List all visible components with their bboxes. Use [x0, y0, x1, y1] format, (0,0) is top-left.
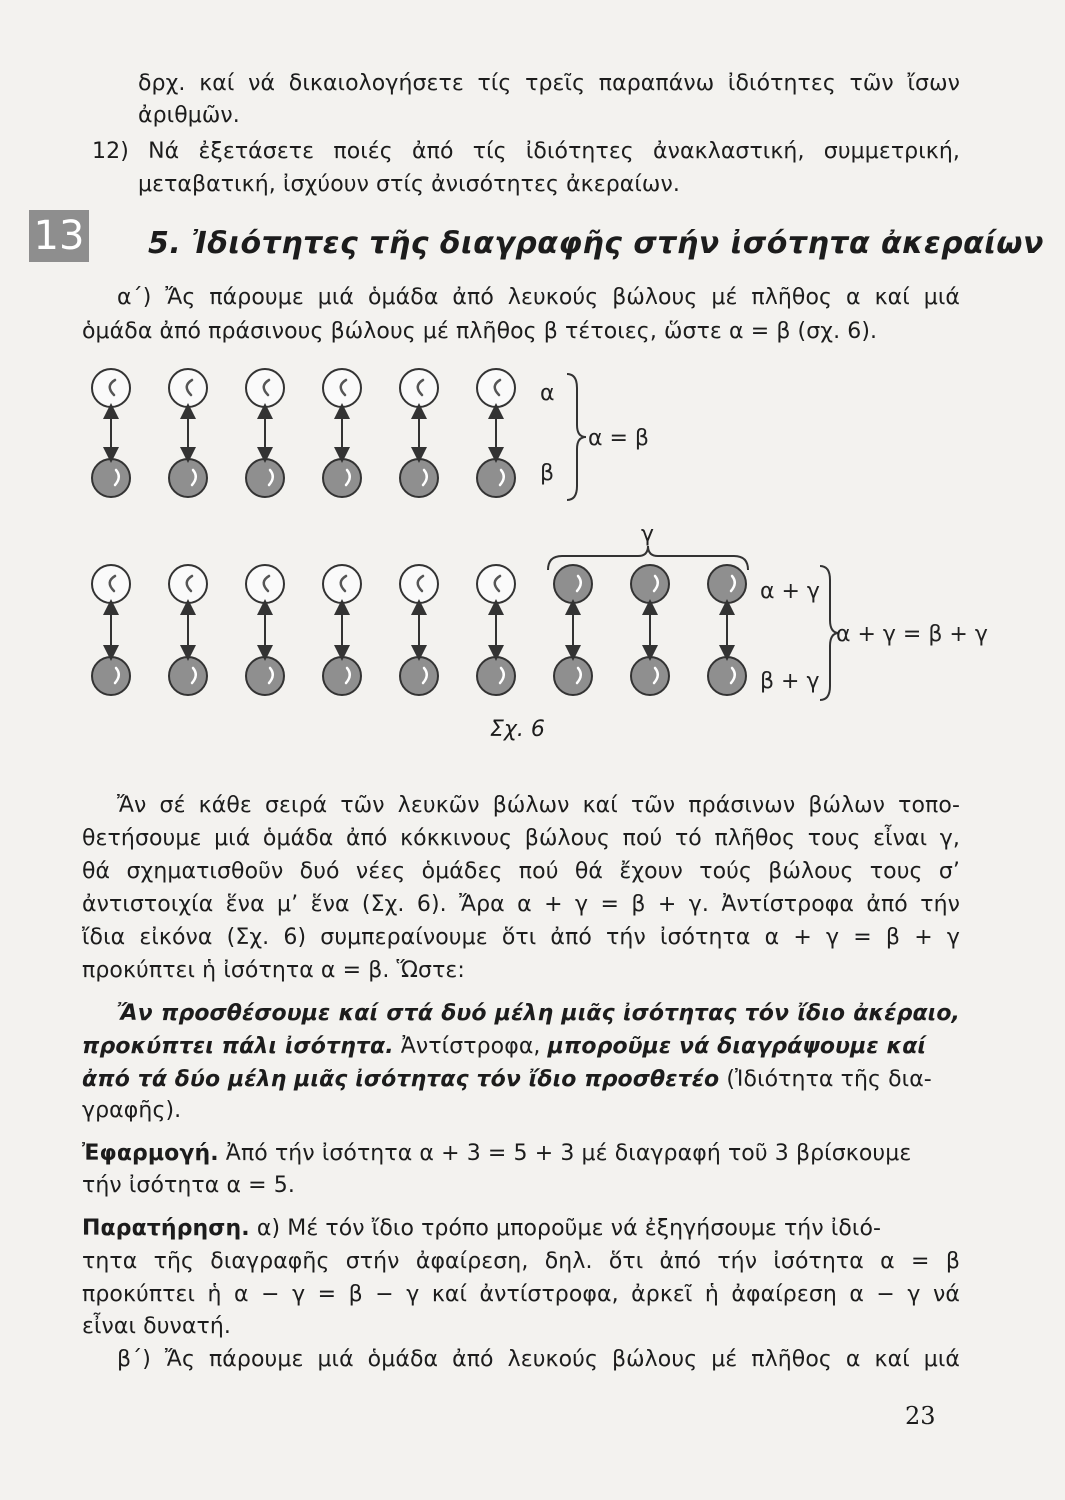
exercise-12-line-1: 12) Νά ἐξετάσετε ποιές ἀπό τίς ἰδιότητες ἀνακλαστική, συμμετρική, [92, 139, 960, 164]
remark-text: α) Μέ τόν ἴδιο τρόπο μποροῦμε νά ἐξηγήσουμε τήν ἰδιό- [249, 1216, 882, 1241]
red-ball-top [631, 565, 669, 603]
green-ball [92, 459, 130, 497]
para-b-line-5: ἴδια εἰκόνα (Σχ. 6) συμπεραίνουμε ὅτι ἀπό τήν ἰσότητα α + γ = β + γ [82, 925, 960, 950]
remark-line-2: τητα τῆς διαγραφῆς στήν ἀφαίρεση, δηλ. ὅτι ἀπό τήν ἰσότητα α = β [82, 1249, 960, 1274]
remark-label: Παρατήρηση. [82, 1216, 250, 1241]
remark-line-1 [82, 1215, 881, 1243]
green-ball [246, 459, 284, 497]
para-a-line-1: α΄) Ἄς πάρουμε μιά ὁμάδα ἀπό λευκούς βώλους μέ πλῆθος α καί μιά [117, 285, 960, 310]
green-ball [169, 459, 207, 497]
para-b-line-4: ἀντιστοιχία ἕνα μ’ ἕνα (Σχ. 6). Ἄρα α + γ = β + γ. Ἀντίστροφα ἀπό τήν [82, 892, 960, 917]
rule-line-3 [82, 1066, 932, 1094]
green-ball [400, 657, 438, 695]
section-title: 5. Ἰδιότητες τῆς διαγραφῆς στήν ἰσότητα ἀκεραίων [148, 226, 1044, 261]
para-b-line-2: θετήσουμε μιά ὁμάδα ἀπό κόκκινους βώλους πού τό πλῆθος τους εἶναι γ, [82, 826, 960, 851]
intro-line-2: ἀριθμῶν. [138, 103, 240, 128]
rule-line-2 [82, 1033, 960, 1061]
label-beta: β [540, 461, 555, 486]
section-badge: 13 [29, 210, 89, 262]
label-alpha-eq-beta: α = β [588, 426, 649, 451]
application-line-2: τήν ἰσότητα α = 5. [82, 1173, 295, 1198]
green-ball [92, 657, 130, 695]
remark-line-4: εἶναι δυνατή. [82, 1314, 232, 1339]
rule-line-4: γραφῆς). [82, 1098, 182, 1123]
rule-line-2-bold: προκύπτει πάλι ἰσότητα. [82, 1034, 394, 1059]
red-ball-bottom [554, 657, 592, 695]
exercise-12-line-2: μεταβατική, ἰσχύουν στίς ἀνισότητες ἀκεραίων. [138, 172, 680, 197]
green-ball [246, 657, 284, 695]
label-gamma: γ [641, 522, 655, 547]
green-ball [477, 459, 515, 497]
intro-line-1: δρχ. καί νά δικαιολογήσετε τίς τρεῖς παραπάνω ἰδιότητες τῶν ἴσων [138, 71, 960, 96]
green-ball [323, 657, 361, 695]
rule-line-3-bold: ἀπό τά δύο μέλη μιᾶς ἰσότητας τόν ἴδιο προσθετέο [82, 1067, 720, 1092]
para-a-line-2: ὁμάδα ἀπό πράσινους βώλους μέ πλῆθος β τέτοιες, ὥστε α = β (σχ. 6). [82, 319, 878, 344]
para-b-line-3: θά σχηματισθοῦν δυό νέες ὁμάδες πού θά ἔχουν τούς βώλους τους σ’ [82, 859, 960, 884]
para-b-line-1: Ἄν σέ κάθε σειρά τῶν λευκῶν βώλων καί τῶν πράσινων βώλων τοπο- [117, 793, 960, 818]
application-text: Ἀπό τήν ἰσότητα α + 3 = 5 + 3 μέ διαγραφή τοῦ 3 βρίσκουμε [218, 1141, 912, 1166]
green-ball [477, 657, 515, 695]
brace-top [567, 374, 586, 500]
rule-line-2-bold2: μποροῦμε νά διαγράψουμε καί [547, 1034, 927, 1059]
para-c-line-1: β΄) Ἄς πάρουμε μιά ὁμάδα ἀπό λευκούς βώλους μέ πλῆθος α καί μιά [117, 1347, 960, 1372]
figure-caption: Σχ. 6 [490, 717, 545, 742]
application-label: Ἐφαρμογή. [82, 1141, 219, 1166]
page-number: 23 [905, 1402, 936, 1430]
label-beta-plus-gamma: β + γ [760, 669, 820, 694]
top-ball-row [92, 369, 515, 497]
red-ball-bottom [631, 657, 669, 695]
red-ball-bottom [708, 657, 746, 695]
label-alpha: α [540, 381, 555, 406]
label-alpha-plus-gamma: α + γ [760, 579, 820, 604]
red-ball-top [708, 565, 746, 603]
rule-line-3-plain: (Ἰδιότητα τῆς δια- [719, 1067, 932, 1092]
green-ball [169, 657, 207, 695]
green-ball [323, 459, 361, 497]
para-b-line-6: προκύπτει ἡ ἰσότητα α = β. Ὥστε: [82, 958, 465, 983]
rule-line-2-plain: Ἀντίστροφα, [393, 1034, 548, 1059]
remark-line-3: προκύπτει ἡ α − γ = β − γ καί ἀντίστροφα, ἀρκεῖ ἡ ἀφαίρεση α − γ νά [82, 1282, 960, 1307]
label-sum-equality: α + γ = β + γ [836, 622, 988, 647]
rule-line-1: Ἄν προσθέσουμε καί στά δυό μέλη μιᾶς ἰσότητας τόν ἴδιο ἀκέραιο, [117, 1001, 960, 1026]
application-line-1 [82, 1140, 911, 1168]
bottom-ball-row [92, 565, 746, 695]
green-ball [400, 459, 438, 497]
red-ball-top [554, 565, 592, 603]
